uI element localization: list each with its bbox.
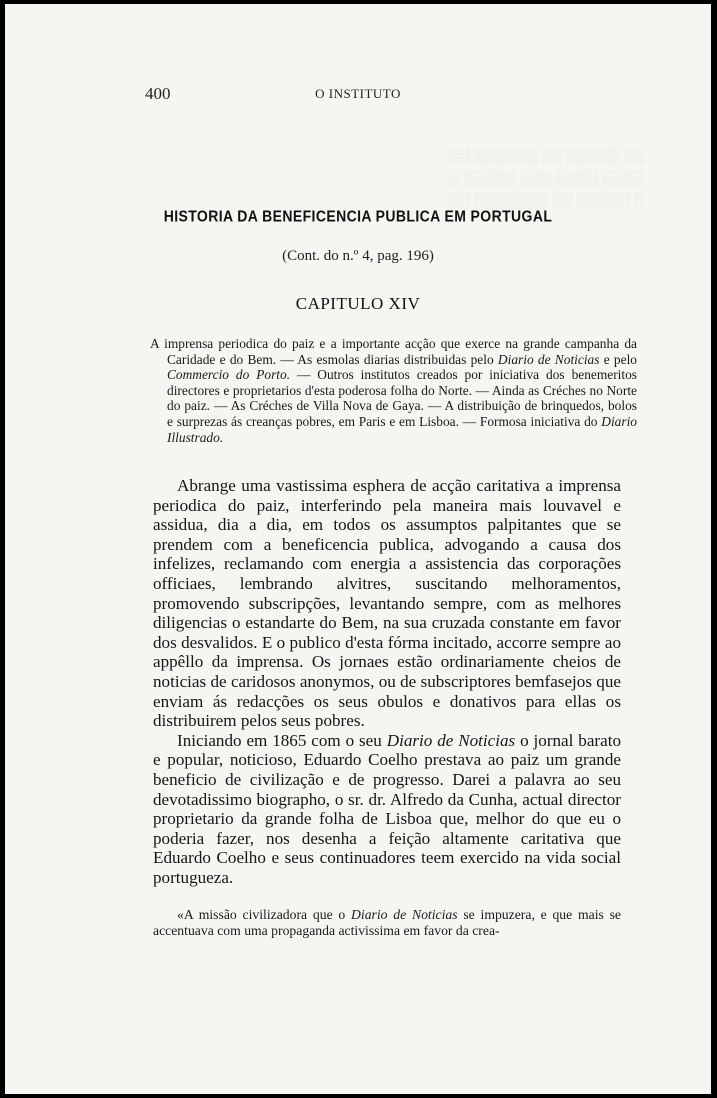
paragraph-text: Iniciando em 1865 com o seu: [177, 730, 387, 750]
quote-text: se impuzera, e que mais se accentuava com uma propaganda activissima em favor da crea-: [153, 907, 621, 938]
quotation: [153, 907, 621, 939]
summary-text: e pelo: [599, 351, 637, 367]
summary-text: A imprensa periodica do paiz e a importante acção que exerce na grande campanha da Caridade e do Bem. — As esmolas diarias distribuidas pelo: [150, 336, 637, 367]
chapter-heading: CAPITULO XIV: [295, 294, 421, 313]
body-text: [153, 476, 621, 887]
page-number: 400: [145, 84, 171, 103]
paragraph-italic-title: Diario de Noticias: [386, 730, 516, 750]
summary-text: — Outros institutos creados por iniciativa dos benemeritos directores e proprietarios d'esta poderosa folha do Norte. — Ainda as Créches no Norte do paiz. — As Créches de Villa Nova de Gaya. — A distribuição de brinquedos, bolos e surprezas ás creanças pobres, em Paris e em Lisboa. — Formosa iniciativa do: [167, 367, 638, 429]
paragraph-text: o jornal barato e popular, noticioso, Eduardo Coelho prestava ao paiz um grande beneficio de civilização e de progresso. Darei a palavra ao seu devotadissimo biographo, o sr. dr. Alfredo da Cunha, actual director proprietario da grande folha de Lisboa que, melhor do que eu o poderia fazer, nos desenha a feição altamente caritativa que Eduardo Coelho e seus continuadores teem exercido na vida social portugueza.: [153, 730, 621, 887]
paragraph: [153, 731, 621, 888]
quote-italic-title: Diario de Noticias: [351, 907, 458, 922]
chapter-summary: [150, 336, 637, 445]
book-page: [5, 4, 711, 1094]
summary-italic-title: Diario de Noticias: [497, 351, 600, 367]
running-head: [5, 84, 711, 104]
bleed-through-text: ░░ ░░░░░ ░░ ░░░░░░ ░░ ░░░░ ░░░░ ░░░ ░░░░░ ░ ░ ░░░░░ ░░ ░░░░░░░ ░░: [449, 149, 645, 209]
journal-title: O INSTITUTO: [315, 86, 401, 101]
quote-text: «A missão civilizadora que o: [177, 907, 352, 922]
paragraph: Abrange uma vastissima esphera de acção caritativa a imprensa periodica do paiz, interferindo pela maneira mais louvavel e assidua, dia a dia, em todos os assumptos palpitantes que se prendem com a beneficencia publica, advogando a causa dos infelizes, reclamando com energia a assistencia das corporações officiaes, lembrando alvitres, suscitando melhoramentos, promovendo subscripções, levantando sempre, com as melhores diligencias o estandarte do Bem, na sua cruzada constante em favor dos desvalidos. E o publico d'esta fórma incitado, accorre sempre ao appêllo da imprensa. Os jornaes estão ordinariamente cheios de noticias de caridosos anonymos, ou de subscriptores bemfasejos que enviam ás redacções os seus obulos e donativos para ellas os distribuirem pelos seus pobres.: [153, 476, 621, 731]
continuation-note: (Cont. do n.º 4, pag. 196): [282, 248, 434, 264]
summary-italic-title: Diario Illustrado.: [167, 413, 637, 445]
summary-italic-title: Commercio do Porto.: [167, 367, 291, 383]
article-title: HISTORIA DA BENEFICENCIA PUBLICA EM PORTUGAL: [163, 207, 553, 225]
